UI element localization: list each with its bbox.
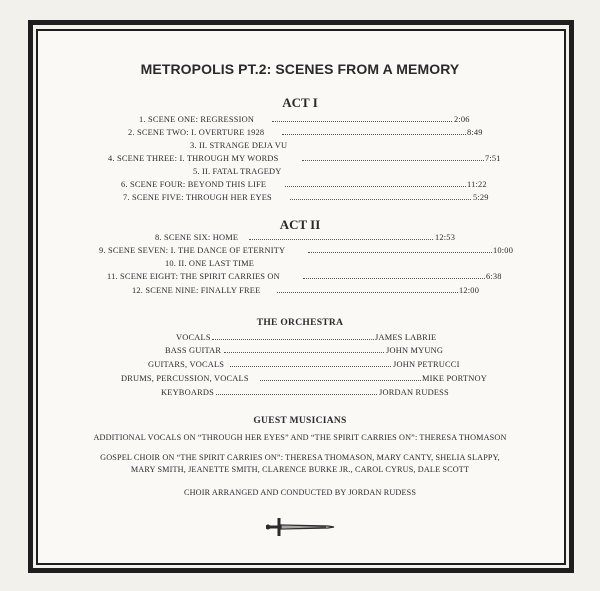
orchestra-member-label-2: BASS GUITAR — [165, 346, 222, 355]
orchestra-member-label-5: KEYBOARDS — [161, 388, 214, 397]
act-1-track-label-5: 5. II. FATAL TRAGEDY — [193, 167, 282, 176]
act-1-track-label-1: 1. SCENE ONE: REGRESSION — [139, 115, 255, 124]
act-2-track-value-4: 6:38 — [486, 272, 502, 281]
gospel-choir-credit-line-2: MARY SMITH, JEANETTE SMITH, CLARENCE BURKE JR., CAROL CYRUS, DALE SCOTT — [130, 465, 470, 474]
orchestra-member-value-4: MIKE PORTNOY — [422, 374, 487, 383]
gospel-choir-credit-line-1: GOSPEL CHOIR ON “THE SPIRIT CARRIES ON”: THERESA THOMASON, MARY CANTY, SHELIA SLAPPY, — [100, 453, 500, 462]
act-1-track-value-4: 7:51 — [485, 154, 501, 163]
act-1-track-label-4: 4. SCENE THREE: I. THROUGH MY WORDS — [108, 154, 279, 163]
act-2-track-leader-2 — [308, 252, 492, 253]
orchestra-member-label-3: GUITARS, VOCALS — [148, 360, 225, 369]
act-2-track-label-5: 12. SCENE NINE: FINALLY FREE — [132, 286, 261, 295]
act-2-track-label-2: 9. SCENE SEVEN: I. THE DANCE OF ETERNITY — [99, 246, 286, 255]
act-2-track-label-4: 11. SCENE EIGHT: THE SPIRIT CARRIES ON — [107, 272, 280, 281]
act-1-track-leader-1 — [272, 121, 452, 122]
act-2-track-value-2: 10:00 — [493, 246, 514, 255]
additional-vocals-credit: ADDITIONAL VOCALS ON “THROUGH HER EYES” AND “THE SPIRIT CARRIES ON”: THERESA THOMASON — [93, 433, 507, 442]
act-2-track-leader-4 — [303, 278, 485, 279]
act-1-track-label-7: 7. SCENE FIVE: THROUGH HER EYES — [123, 193, 272, 202]
orchestra-member-leader-2 — [224, 352, 384, 353]
act-2-heading: ACT II — [279, 217, 321, 232]
orchestra-member-leader-1 — [212, 339, 374, 340]
orchestra-member-value-1: JAMES LABRIE — [375, 333, 437, 342]
orchestra-member-label-4: DRUMS, PERCUSSION, VOCALS — [121, 374, 249, 383]
orchestra-member-leader-5 — [216, 394, 377, 395]
choir-arranger-credit: CHOIR ARRANGED AND CONDUCTED BY JORDAN RUDESS — [183, 488, 417, 497]
orchestra-member-value-3: JOHN PETRUCCI — [393, 360, 460, 369]
act-2-track-leader-1 — [249, 239, 433, 240]
act-2-track-value-1: 12:53 — [435, 233, 456, 242]
album-title: METROPOLIS PT.2: SCENES FROM A MEMORY — [140, 61, 460, 77]
act-2-track-leader-5 — [277, 292, 458, 293]
orchestra-heading: THE ORCHESTRA — [256, 318, 344, 328]
act-1-track-leader-2 — [282, 134, 466, 135]
act-1-track-leader-6 — [285, 186, 466, 187]
act-1-track-value-1: 2:06 — [454, 115, 470, 124]
act-1-track-label-3: 3. II. STRANGE DEJA VU — [190, 141, 288, 150]
dagger-icon — [266, 515, 336, 541]
act-1-track-label-6: 6. SCENE FOUR: BEYOND THIS LIFE — [121, 180, 267, 189]
act-2-track-label-3: 10. II. ONE LAST TIME — [165, 259, 255, 268]
orchestra-member-leader-4 — [260, 380, 421, 381]
act-2-track-label-1: 8. SCENE SIX: HOME — [155, 233, 239, 242]
act-1-track-value-2: 8:49 — [467, 128, 483, 137]
act-1-heading: ACT I — [282, 95, 318, 110]
guest-musicians-heading: GUEST MUSICIANS — [253, 416, 347, 426]
orchestra-member-label-1: VOCALS — [176, 333, 211, 342]
act-2-track-value-5: 12:00 — [459, 286, 480, 295]
act-1-track-value-6: 11:22 — [467, 180, 487, 189]
orchestra-member-leader-3 — [230, 366, 391, 367]
act-1-track-value-7: 5:29 — [473, 193, 489, 202]
act-1-track-leader-7 — [290, 199, 471, 200]
orchestra-member-value-5: JORDAN RUDESS — [379, 388, 449, 397]
orchestra-member-value-2: JOHN MYUNG — [386, 346, 444, 355]
act-1-track-label-2: 2. SCENE TWO: I. OVERTURE 1928 — [128, 128, 265, 137]
act-1-track-leader-4 — [302, 160, 484, 161]
